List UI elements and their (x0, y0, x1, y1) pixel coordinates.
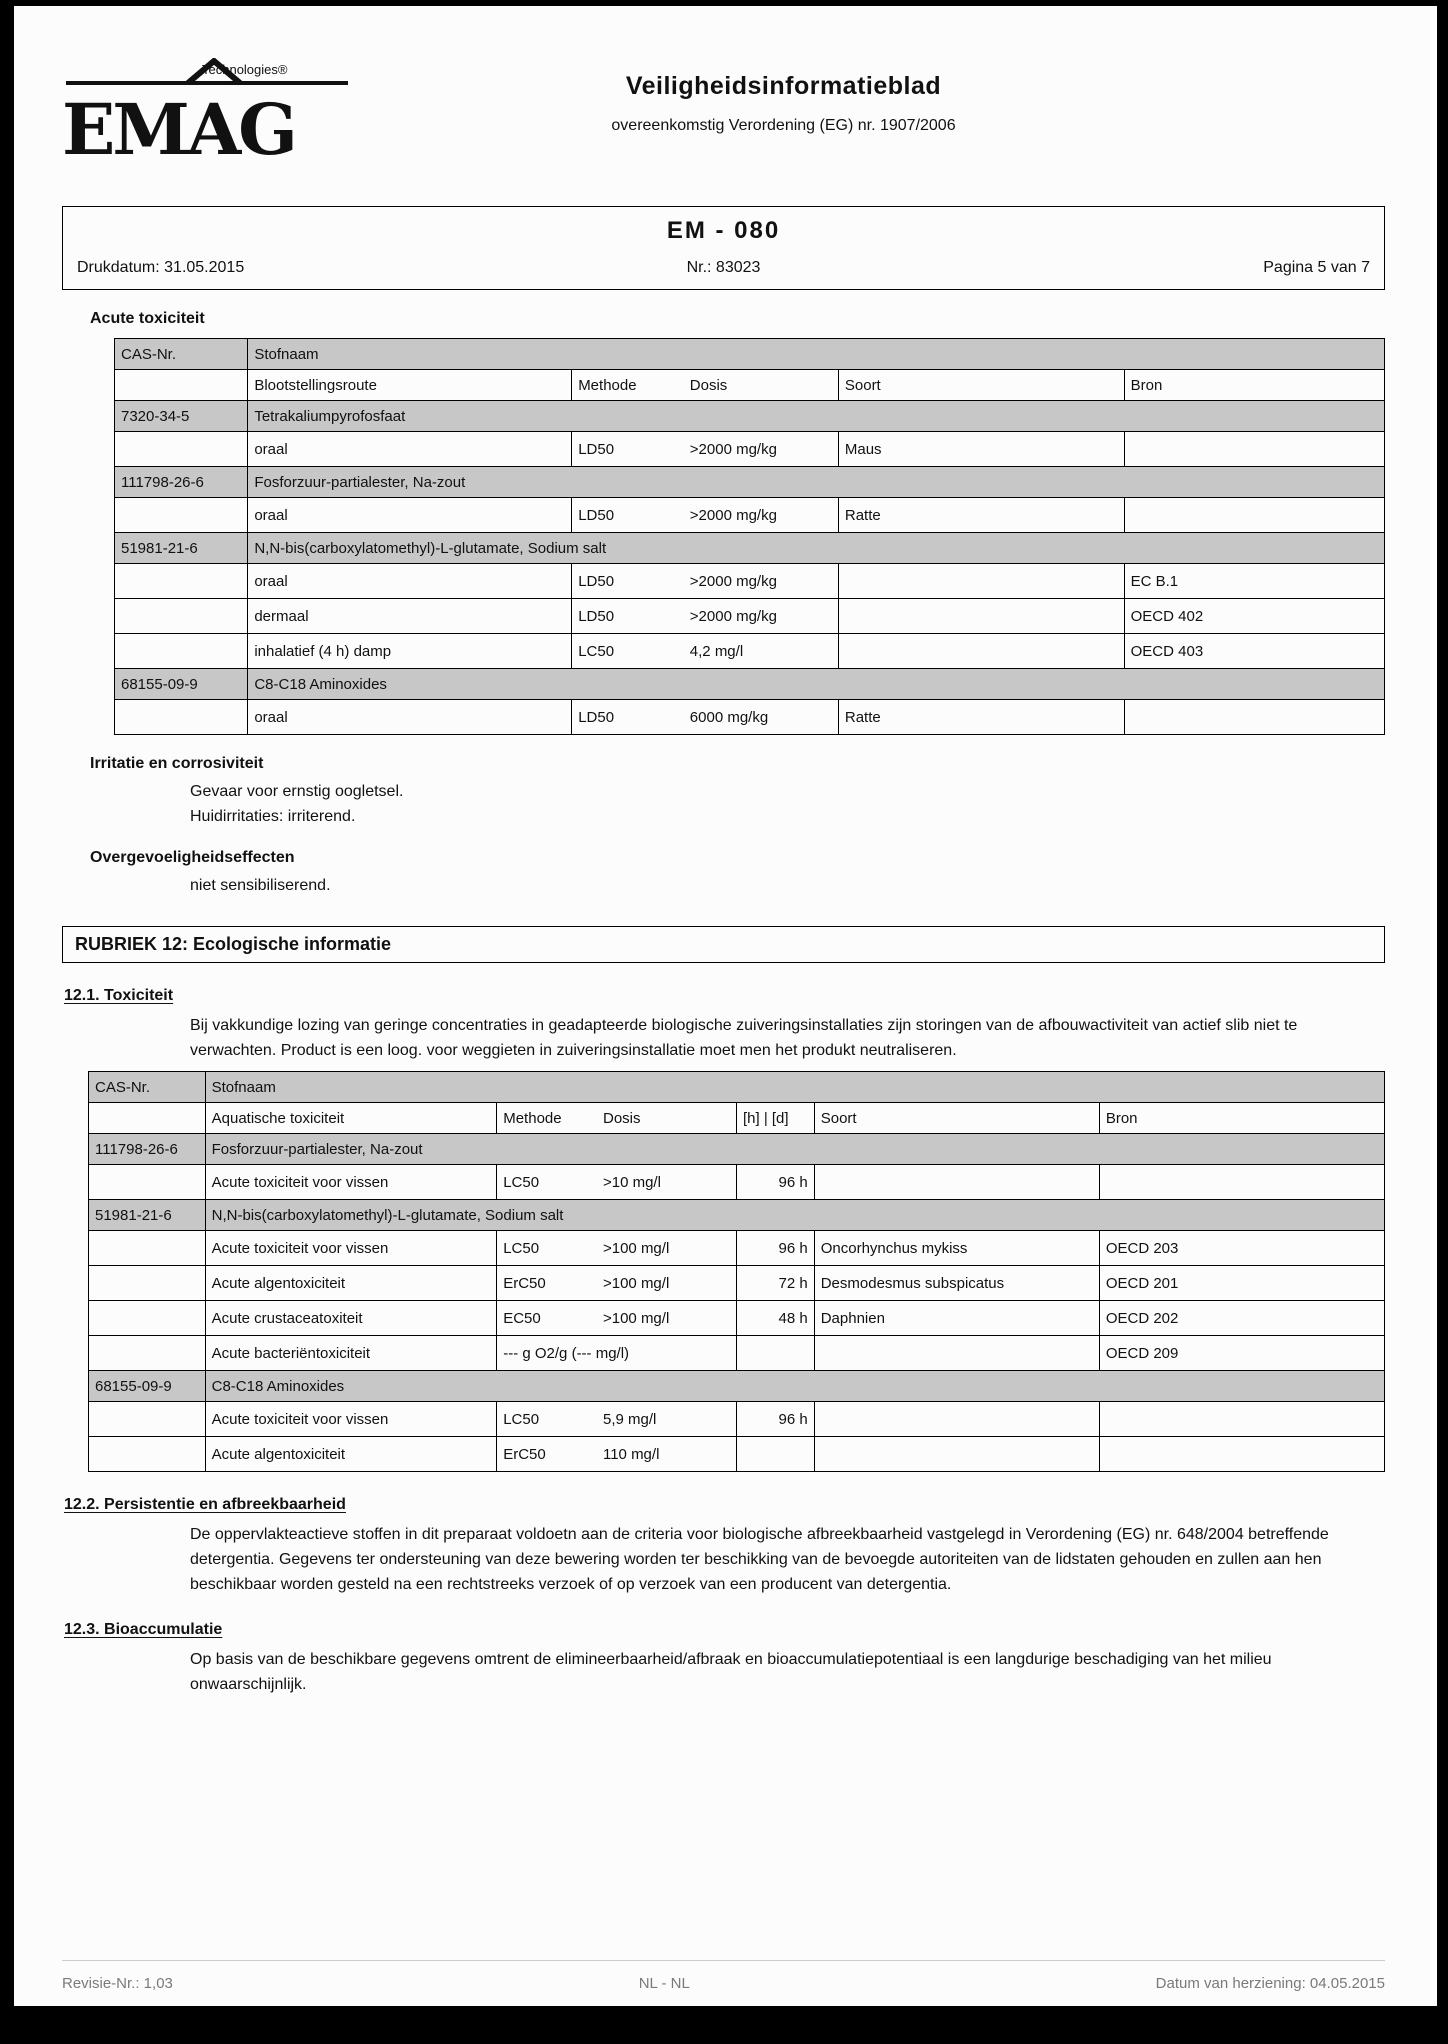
table-cell: LC50 4,2 mg/l (572, 634, 839, 669)
table-cell: 96 h (736, 1165, 814, 1200)
document-subtitle: overeenkomstig Verordening (EG) nr. 1907/2006 (611, 117, 956, 134)
table-cell (1099, 1437, 1384, 1472)
logo-tagline: Technologies® (202, 62, 288, 77)
print-date: Drukdatum: 31.05.2015 (77, 259, 245, 276)
irritation-heading: Irritatie en corrosiviteit (90, 755, 264, 772)
table-cell: CAS-Nr. (115, 339, 248, 370)
table-cell: LC50 >100 mg/l (497, 1231, 737, 1266)
document-title: Veiligheidsinformatieblad (625, 72, 942, 100)
table-cell: Desmodesmus subspicatus (814, 1266, 1099, 1301)
table-cell: Fosforzuur-partialester, Na-zout (205, 1134, 1384, 1165)
section-12-2-paragraph: De oppervlakteactieve stoffen in dit preparaat voldoetn aan de criteria voor biologische afbreekbaarheid vastgelegd in Verordening (EG) nr. 648/2004 betreffende detergentia. Gegevens ter ondersteuning van deze bewering worden ter beschikking van de bevoegde autoriteiten van de lidstaten gehouden en zullen aan hen beschikbaar worden gesteld na een rechtstreeks verzoek of op verzoek van een producent van detergentia. (190, 1526, 1329, 1593)
table-cell (1099, 1165, 1384, 1200)
table-cell: Acute algentoxiciteit (205, 1266, 497, 1301)
table-cell: inhalatief (4 h) damp (248, 634, 572, 669)
table-cell: Methode Dosis (572, 370, 839, 401)
product-name: EM - 080 (666, 217, 781, 244)
table-cell: oraal (248, 564, 572, 599)
table-row-data (89, 1301, 1385, 1336)
table-cell (1124, 432, 1384, 467)
table-cell: LD50 >2000 mg/kg (572, 599, 839, 634)
table-row-substance (89, 1371, 1385, 1402)
table-cell: Stofnaam (205, 1072, 1384, 1103)
table-cell (115, 599, 248, 634)
table-cell: dermaal (248, 599, 572, 634)
sensitization-text (190, 873, 1385, 898)
irritation-line: Gevaar voor ernstig oogletsel. (190, 783, 404, 800)
table-cell: CAS-Nr. (89, 1072, 206, 1103)
aquatic-toxicity-table (88, 1071, 1385, 1472)
table-cell: N,N-bis(carboxylatomethyl)-L-glutamate, Sodium salt (205, 1200, 1384, 1231)
table-cell (1124, 498, 1384, 533)
table-cell: oraal (248, 498, 572, 533)
table-cell (736, 1437, 814, 1472)
table-cell: 51981-21-6 (115, 533, 248, 564)
table-row-data (89, 1437, 1385, 1472)
table-row-substance (89, 1134, 1385, 1165)
table-cell (838, 599, 1124, 634)
table-cell: EC B.1 (1124, 564, 1384, 599)
table-cell (115, 700, 248, 735)
table-cell: Methode Dosis (497, 1103, 737, 1134)
acute-toxicity-table (114, 338, 1385, 735)
logo-text: EMAG (62, 88, 295, 166)
table-cell (814, 1165, 1099, 1200)
table-cell (838, 564, 1124, 599)
table-cell: 96 h (736, 1231, 814, 1266)
table-cell (89, 1266, 206, 1301)
table-cell: 72 h (736, 1266, 814, 1301)
irritation-text (190, 779, 1385, 829)
table-cell (1124, 700, 1384, 735)
table-cell (1099, 1402, 1384, 1437)
revision-date: Datum van herziening: 04.05.2015 (1155, 1975, 1385, 1992)
table-cell: OECD 202 (1099, 1301, 1384, 1336)
table-cell: Acute toxiciteit voor vissen (205, 1165, 497, 1200)
table-row-data (89, 1165, 1385, 1200)
table-cell: 111798-26-6 (115, 467, 248, 498)
table-cell: LD50 6000 mg/kg (572, 700, 839, 735)
section-12-3-heading: 12.3. Bioaccumulatie (64, 1621, 223, 1638)
table-cell: LD50 >2000 mg/kg (572, 564, 839, 599)
data-table (114, 338, 1385, 735)
table-row-data (115, 564, 1385, 599)
table-cell: Soort (814, 1103, 1099, 1134)
table-cell: [h] | [d] (736, 1103, 814, 1134)
table-cell: OECD 201 (1099, 1266, 1384, 1301)
table-cell: Acute toxiciteit voor vissen (205, 1231, 497, 1266)
table-cell: Acute crustaceatoxiteit (205, 1301, 497, 1336)
table-cell: ErC50 110 mg/l (497, 1437, 737, 1472)
table-cell: N,N-bis(carboxylatomethyl)-L-glutamate, Sodium salt (248, 533, 1385, 564)
table-cell: C8-C18 Aminoxides (205, 1371, 1384, 1402)
table-row-substance (115, 533, 1385, 564)
section-12-1-heading: 12.1. Toxiciteit (64, 987, 174, 1004)
table-row-data (115, 599, 1385, 634)
table-row-data (89, 1266, 1385, 1301)
table-cell: Aquatische toxiciteit (205, 1103, 497, 1134)
table-cell: Tetrakaliumpyrofosfaat (248, 401, 1385, 432)
table-cell: Acute bacteriëntoxiciteit (205, 1336, 497, 1371)
table-cell (89, 1336, 206, 1371)
table-cell (814, 1336, 1099, 1371)
table-cell: Ratte (838, 498, 1124, 533)
acute-toxicity-heading: Acute toxiciteit (90, 310, 205, 327)
table-cell: Acute toxiciteit voor vissen (205, 1402, 497, 1437)
irritation-line: Huidirritaties: irriterend. (190, 808, 356, 825)
table-row-data (89, 1402, 1385, 1437)
table-row-data (89, 1231, 1385, 1266)
table-cell: 68155-09-9 (115, 669, 248, 700)
table-cell: Stofnaam (248, 339, 1385, 370)
table-cell (115, 564, 248, 599)
table-cell: Ratte (838, 700, 1124, 735)
table-cell: Bron (1124, 370, 1384, 401)
table-row-data (89, 1336, 1385, 1371)
revision-number: Revisie-Nr.: 1,03 (62, 1975, 173, 1992)
table-row-data (115, 498, 1385, 533)
table-cell: C8-C18 Aminoxides (248, 669, 1385, 700)
table-row-data (115, 700, 1385, 735)
table-cell: OECD 403 (1124, 634, 1384, 669)
table-cell (736, 1336, 814, 1371)
table-cell (814, 1402, 1099, 1437)
table-row-subheader (115, 370, 1385, 401)
table-cell (115, 634, 248, 669)
table-cell: Bron (1099, 1103, 1384, 1134)
table-cell: --- g O2/g (--- mg/l) (497, 1336, 737, 1371)
table-cell: LC50 5,9 mg/l (497, 1402, 737, 1437)
table-cell (89, 1103, 206, 1134)
table-cell: Maus (838, 432, 1124, 467)
table-cell (838, 634, 1124, 669)
table-cell (115, 498, 248, 533)
table-cell: Daphnien (814, 1301, 1099, 1336)
section-12-1-paragraph: Bij vakkundige lozing van geringe concentraties in geadapteerde biologische zuiveringsinstallaties zijn storingen van de afbouwactiviteit van actief slib niet te verwachten. Product is een loog. voor weggieten in zuiveringsinstallatie moet men het produkt neutraliseren. (190, 1017, 1298, 1059)
table-cell (89, 1437, 206, 1472)
table-cell: 111798-26-6 (89, 1134, 206, 1165)
document-number: Nr.: 83023 (686, 259, 761, 276)
table-cell: OECD 203 (1099, 1231, 1384, 1266)
page-footer (62, 1960, 1385, 1992)
table-cell (115, 370, 248, 401)
table-cell: 51981-21-6 (89, 1200, 206, 1231)
table-cell: oraal (248, 432, 572, 467)
table-cell (89, 1301, 206, 1336)
table-cell: Oncorhynchus mykiss (814, 1231, 1099, 1266)
table-cell: Fosforzuur-partialester, Na-zout (248, 467, 1385, 498)
table-row-subheader (89, 1103, 1385, 1134)
table-row-data (115, 432, 1385, 467)
section-12-3-paragraph: Op basis van de beschikbare gegevens omtrent de elimineerbaarheid/afbraak en bioaccumulatiepotentiaal is een langdurige beschadiging van het milieu onwaarschijnlijk. (190, 1651, 1272, 1693)
table-cell: Soort (838, 370, 1124, 401)
table-cell (814, 1437, 1099, 1472)
section-12-header: RUBRIEK 12: Ecologische informatie (62, 926, 1385, 963)
table-cell: ErC50 >100 mg/l (497, 1266, 737, 1301)
table-cell: OECD 209 (1099, 1336, 1384, 1371)
table-cell: Blootstellingsroute (248, 370, 572, 401)
table-row-substance (115, 467, 1385, 498)
table-row-substance (115, 401, 1385, 432)
page-indicator: Pagina 5 van 7 (1263, 259, 1370, 276)
table-cell (115, 432, 248, 467)
table-cell: Acute algentoxiciteit (205, 1437, 497, 1472)
table-row-data (115, 634, 1385, 669)
document-info-box (62, 206, 1385, 290)
table-cell: EC50 >100 mg/l (497, 1301, 737, 1336)
table-row-header (115, 339, 1385, 370)
document-page (14, 6, 1437, 2006)
table-cell: 7320-34-5 (115, 401, 248, 432)
table-cell: 68155-09-9 (89, 1371, 206, 1402)
page-header (62, 58, 1385, 186)
table-cell: 96 h (736, 1402, 814, 1437)
document-meta-row (77, 259, 1370, 277)
table-cell (89, 1165, 206, 1200)
table-row-header (89, 1072, 1385, 1103)
table-cell: 48 h (736, 1301, 814, 1336)
data-table (88, 1071, 1385, 1472)
table-cell: LD50 >2000 mg/kg (572, 498, 839, 533)
table-cell: LC50 >10 mg/l (497, 1165, 737, 1200)
table-cell: LD50 >2000 mg/kg (572, 432, 839, 467)
table-row-substance (115, 669, 1385, 700)
table-cell (89, 1231, 206, 1266)
table-row-substance (89, 1200, 1385, 1231)
sensitization-line: niet sensibiliserend. (190, 877, 331, 894)
table-cell: oraal (248, 700, 572, 735)
document-title-block (182, 72, 1385, 135)
table-cell: OECD 402 (1124, 599, 1384, 634)
sensitization-heading: Overgevoeligheidseffecten (90, 849, 295, 866)
section-12-2-heading: 12.2. Persistentie en afbreekbaarheid (64, 1496, 346, 1513)
locale-indicator: NL - NL (638, 1975, 690, 1992)
table-cell (89, 1402, 206, 1437)
